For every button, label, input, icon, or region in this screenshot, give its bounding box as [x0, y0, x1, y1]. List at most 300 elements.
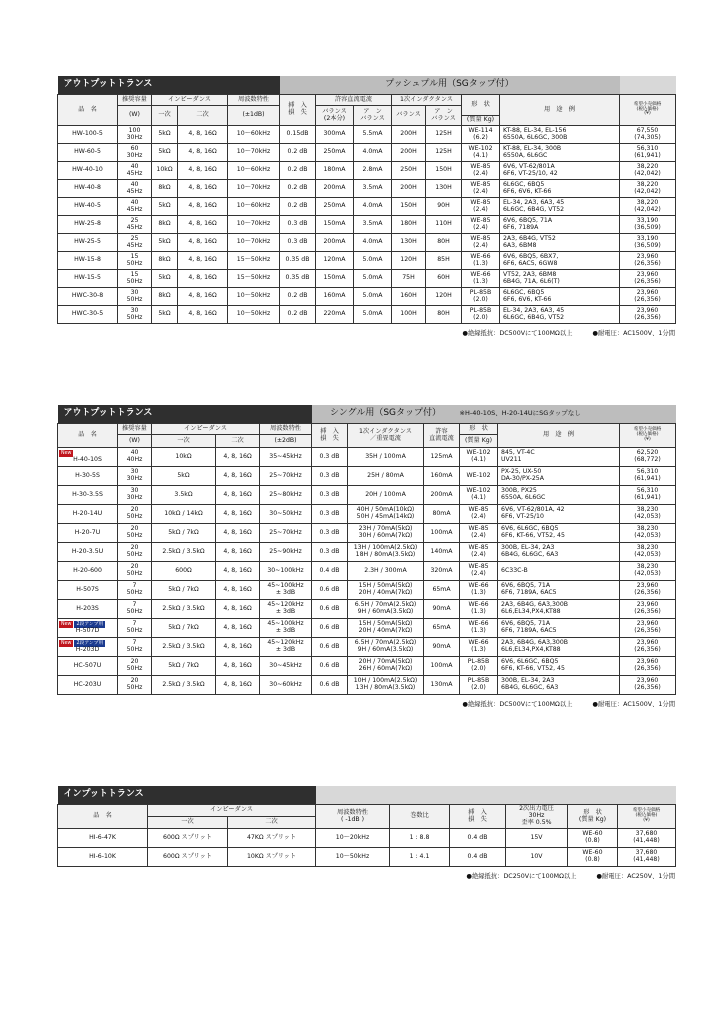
dc-unbalance-cell: 5.0mA	[354, 270, 392, 288]
price-cell: 56,310 (61,941)	[620, 486, 676, 505]
dc-current-cell: 65mA	[424, 581, 460, 600]
col-header-loss: 挿 入 損 失	[450, 805, 506, 829]
inductance-balance-cell: 120H	[392, 252, 426, 270]
primary-impedance-cell: 5kΩ	[152, 144, 178, 162]
secondary-impedance-cell: 4, 8, 16Ω	[216, 619, 260, 638]
col-header-secondary: 二次	[178, 106, 228, 126]
shape-cell: WE-66 (1.3)	[460, 638, 498, 657]
col-header-inductance: 1次インダクタンス ／重畳電流	[348, 424, 424, 448]
frequency-cell: 30~60kHz	[260, 676, 312, 695]
table-row	[58, 448, 676, 467]
primary-impedance-cell: 8kΩ	[152, 216, 178, 234]
insertion-loss-cell: 0.2 dB	[280, 144, 316, 162]
product-name-cell	[58, 581, 118, 600]
usage-cell: KT-88, EL-34, EL-156 6550A, 6L6GC, 300B	[500, 126, 620, 144]
capacity-cell: 7 50Hz	[118, 638, 152, 657]
insertion-loss-cell: 0.35 dB	[280, 252, 316, 270]
usage-cell: 6V6, VT-62/801A 6F6, VT-25/10, 42	[500, 162, 620, 180]
table-row	[58, 581, 676, 600]
col-header-dc-unbalance: ア ン バランス	[354, 106, 392, 126]
section-title: アウトプットトランス	[58, 405, 312, 424]
price-cell: 23,960 (26,356)	[620, 252, 676, 270]
dc-balance-cell: 200mA	[316, 234, 354, 252]
product-name: H-507D	[75, 627, 100, 635]
capacity-cell: 40 45Hz	[118, 162, 152, 180]
usage-cell: 2A3, 6B4G, 6A3,300B 6L6,EL34,PX4,KT88	[498, 600, 620, 619]
shape-cell: PL-85B (2.0)	[462, 288, 500, 306]
primary-impedance-cell: 5kΩ	[152, 306, 178, 324]
note-voltage: ●耐電圧：AC1500V、1分間	[592, 701, 675, 708]
inductance-unbalance-cell: 125H	[426, 144, 462, 162]
table-row	[58, 486, 676, 505]
dc-balance-cell: 200mA	[316, 180, 354, 198]
frequency-cell: 10～60kHz	[228, 198, 280, 216]
frequency-cell: 45~120kHz ± 3dB	[260, 638, 312, 657]
shape-cell: WE-85 (2.4)	[462, 234, 500, 252]
table-row	[58, 638, 676, 657]
dc-current-cell: 140mA	[424, 543, 460, 562]
dc-current-cell: 160mA	[424, 467, 460, 486]
price-cell: 23,960 (26,356)	[620, 288, 676, 306]
table-row	[58, 252, 676, 270]
insertion-loss-cell: 0.6 dB	[312, 676, 348, 695]
capacity-cell: 20 50Hz	[118, 657, 152, 676]
col-header-secondary: 二次	[216, 435, 260, 448]
frequency-cell: 10～60kHz	[228, 126, 280, 144]
product-name: HW-40-5	[58, 198, 118, 216]
inductance-unbalance-cell: 120H	[426, 288, 462, 306]
dc-balance-cell: 160mA	[316, 288, 354, 306]
inductance-unbalance-cell: 80H	[426, 234, 462, 252]
col-header-name: 品 名	[58, 95, 118, 126]
product-name: HW-15-5	[58, 270, 118, 288]
table-row	[58, 306, 676, 324]
shape-cell: WE-102 (4.1)	[460, 448, 498, 467]
product-name: HW-15-8	[58, 252, 118, 270]
inductance-cell: 2.3H / 300mA	[348, 562, 424, 581]
note-voltage: ●耐電圧：AC1500V、1分間	[592, 330, 675, 337]
usage-cell: 6V6, 6BQ5, 71A 6F6, 7189A, 6AC5	[498, 581, 620, 600]
inductance-balance-cell: 75H	[392, 270, 426, 288]
inductance-balance-cell: 180H	[392, 216, 426, 234]
capacity-cell: 20 50Hz	[118, 676, 152, 695]
shape-cell: PL-85B (2.0)	[460, 676, 498, 695]
inductance-cell: 15H / 50mA(5kΩ) 20H / 40mA(7kΩ)	[348, 619, 424, 638]
col-header-loss: 挿 入 損 失	[312, 424, 348, 448]
product-name: HW-100-5	[58, 126, 118, 144]
insertion-loss-cell: 0.2 dB	[280, 198, 316, 216]
secondary-impedance-cell: 4, 8, 16Ω	[178, 126, 228, 144]
col-header-price: 希望小売価格 (税込価格) (¥)	[620, 95, 676, 126]
capacity-cell: 25 45Hz	[118, 234, 152, 252]
capacity-cell: 40 45Hz	[118, 198, 152, 216]
col-header-inductance: 1次インダクタンス	[392, 95, 462, 106]
product-name: HW-40-10	[58, 162, 118, 180]
table-row	[58, 144, 676, 162]
inductance-balance-cell: 200H	[392, 144, 426, 162]
new-badge: New	[61, 622, 72, 628]
capacity-cell: 7 50Hz	[118, 600, 152, 619]
insertion-loss-cell: 0.6 dB	[312, 600, 348, 619]
price-cell: 23,960 (26,356)	[620, 638, 676, 657]
secondary-impedance-cell: 4, 8, 16Ω	[216, 486, 260, 505]
inductance-balance-cell: 200H	[392, 180, 426, 198]
col-header-loss: 挿 入 損 失	[280, 95, 316, 126]
primary-impedance-cell: 5kΩ	[152, 467, 216, 486]
usage-cell: EL-34, 2A3, 6A3, 45 6L6GC, 6B4G, VT52	[500, 306, 620, 324]
secondary-impedance-cell: 4, 8, 16Ω	[216, 600, 260, 619]
shape-cell: WE-85 (2.4)	[462, 180, 500, 198]
product-name: HC-203U	[73, 680, 102, 688]
dc-balance-cell: 220mA	[316, 306, 354, 324]
insertion-loss-cell: 0.2 dB	[280, 162, 316, 180]
price-cell: 33,190 (36,509)	[620, 216, 676, 234]
price-cell: 23,960 (26,356)	[620, 600, 676, 619]
product-name: HW-60-5	[58, 144, 118, 162]
product-name-cell	[58, 657, 118, 676]
dc-current-cell: 200mA	[424, 486, 460, 505]
dc-unbalance-cell: 5.0mA	[354, 306, 392, 324]
frequency-cell: 25~90kHz	[260, 543, 312, 562]
col-header-usage: 用 途 例	[500, 95, 620, 126]
col-header-secondary: 二次	[228, 817, 316, 829]
secondary-impedance-cell: 4, 8, 16Ω	[178, 234, 228, 252]
frequency-cell: 45~100kHz ± 3dB	[260, 619, 312, 638]
primary-impedance-cell: 8kΩ	[152, 288, 178, 306]
primary-impedance-cell: 8kΩ	[152, 180, 178, 198]
frequency-cell: 15～50kHz	[228, 252, 280, 270]
output-voltage-cell: 15V	[506, 829, 568, 848]
col-header-capacity: 推奨容量	[118, 424, 152, 435]
insertion-loss-cell: 0.3 dB	[312, 524, 348, 543]
product-name: H-20-600	[73, 566, 102, 574]
product-name: H-203D	[75, 646, 100, 654]
product-name: H-203S	[76, 604, 99, 612]
shape-cell: WE-85 (2.4)	[462, 216, 500, 234]
insertion-loss-cell: 0.2 dB	[280, 306, 316, 324]
product-name: H-30-5S	[75, 471, 100, 479]
primary-impedance-cell: 600Ω スプリット	[148, 848, 228, 867]
usage-cell: 6L6GC, 6BQ5 6F6, 6V6, KT-66	[500, 288, 620, 306]
shape-cell: WE-85 (2.4)	[460, 505, 498, 524]
dc-current-cell: 65mA	[424, 619, 460, 638]
inductance-unbalance-cell: 60H	[426, 270, 462, 288]
usage-cell: 6V6, 6BQ5, 6BX7, 6F6, 6AC5, 6GW8	[500, 252, 620, 270]
shape-cell: WE-85 (2.4)	[462, 162, 500, 180]
note-insulation: ●絶縁抵抗：DC500Vにて100MΩ以上	[462, 701, 573, 708]
new-badge: New	[61, 641, 72, 647]
price-cell: 23,960 (26,356)	[620, 619, 676, 638]
frequency-cell: 10～50kHz	[228, 306, 280, 324]
usage-cell: 6V6, 6L6GC, 6BQ5 6F6, KT-66, VT52, 45	[498, 524, 620, 543]
col-header-shape: 形 状	[460, 424, 498, 435]
product-name-cell	[58, 543, 118, 562]
shape-cell: PL-85B (2.0)	[462, 306, 500, 324]
inductance-unbalance-cell: 85H	[426, 252, 462, 270]
price-cell: 23,960 (26,356)	[620, 306, 676, 324]
inductance-cell: 25H / 80mA	[348, 467, 424, 486]
input-notes	[57, 871, 675, 880]
single-notes	[57, 699, 675, 708]
two-stage-amp-badge: 2段アンプ用	[76, 641, 104, 647]
note-voltage: ●耐電圧：AC250V、1分間	[596, 873, 675, 880]
dc-balance-cell: 180mA	[316, 162, 354, 180]
dc-unbalance-cell: 2.8mA	[354, 162, 392, 180]
usage-cell: PX-25, UX-50 DA-30/PX-25A	[498, 467, 620, 486]
price-cell: 37,680 (41,448)	[618, 848, 676, 867]
col-header-ratio: 巻数比	[390, 805, 450, 829]
inductance-cell: 15H / 50mA(5kΩ) 20H / 40mA(7kΩ)	[348, 581, 424, 600]
product-name: H-20-14U	[72, 509, 103, 517]
table-row	[58, 676, 676, 695]
primary-impedance-cell: 5kΩ	[152, 198, 178, 216]
capacity-cell: 20 50Hz	[118, 505, 152, 524]
table-row	[58, 234, 676, 252]
capacity-cell: 60 30Hz	[118, 144, 152, 162]
insertion-loss-cell: 0.6 dB	[312, 619, 348, 638]
insertion-loss-cell: 0.3 dB	[312, 467, 348, 486]
dc-current-cell: 80mA	[424, 505, 460, 524]
usage-cell: 2A3, 6B4G, 6A3,300B 6L6,EL34,PX4,KT88	[498, 638, 620, 657]
dc-balance-cell: 120mA	[316, 252, 354, 270]
table-row	[58, 657, 676, 676]
insertion-loss-cell: 0.35 dB	[280, 270, 316, 288]
inductance-balance-cell: 200H	[392, 126, 426, 144]
price-cell: 38,230 (42,053)	[620, 524, 676, 543]
table-row	[58, 848, 676, 867]
product-name-cell	[58, 486, 118, 505]
insertion-loss-cell: 0.3 dB	[312, 486, 348, 505]
col-header-freq: 周波数特性	[228, 95, 280, 106]
table-row	[58, 505, 676, 524]
usage-cell: 6V6, 6BQ5, 71A 6F6, 7189A	[500, 216, 620, 234]
dc-unbalance-cell: 4.0mA	[354, 198, 392, 216]
dc-unbalance-cell: 4.0mA	[354, 234, 392, 252]
dc-current-cell: 90mA	[424, 638, 460, 657]
secondary-impedance-cell: 4, 8, 16Ω	[178, 288, 228, 306]
table-row	[58, 600, 676, 619]
price-cell: 56,310 (61,941)	[620, 144, 676, 162]
usage-cell: 845, VT-4C UV211	[498, 448, 620, 467]
capacity-cell: 25 45Hz	[118, 216, 152, 234]
price-cell: 38,220 (42,042)	[620, 180, 676, 198]
section-subtitle: シングル用（SGタップ付）	[312, 405, 460, 424]
dc-unbalance-cell: 3.5mA	[354, 180, 392, 198]
product-name-cell	[58, 524, 118, 543]
secondary-impedance-cell: 4, 8, 16Ω	[178, 252, 228, 270]
col-header-freq-unit: (±1dB)	[228, 106, 280, 126]
frequency-cell: 10～70kHz	[228, 234, 280, 252]
col-header-dc-balance: バランス (2本分)	[316, 106, 354, 126]
usage-cell: 6V6, VT-62/801A, 42 6F6, VT-25/10	[498, 505, 620, 524]
col-header-dc: 許容 直流電流	[424, 424, 460, 448]
new-badge: New	[61, 451, 72, 457]
insertion-loss-cell: 0.3 dB	[312, 543, 348, 562]
frequency-cell: 45~120kHz ± 3dB	[260, 600, 312, 619]
capacity-cell: 30 50Hz	[118, 306, 152, 324]
col-header-primary: 一次	[148, 817, 228, 829]
usage-cell: 6C33C-B	[498, 562, 620, 581]
frequency-cell: 30~45kHz	[260, 657, 312, 676]
inductance-balance-cell: 150H	[392, 198, 426, 216]
inductance-cell: 10H / 100mA(2.5kΩ) 13H / 80mA(3.5kΩ)	[348, 676, 424, 695]
output-voltage-cell: 10V	[506, 848, 568, 867]
col-header-freq: 周波数特性 ( -1dB )	[316, 805, 390, 829]
primary-impedance-cell: 600Ω	[152, 562, 216, 581]
primary-impedance-cell: 8kΩ	[152, 252, 178, 270]
secondary-impedance-cell: 47KΩ スプリット	[228, 829, 316, 848]
insertion-loss-cell: 0.4 dB	[450, 848, 506, 867]
product-name-cell	[58, 600, 118, 619]
primary-impedance-cell: 2.5kΩ / 3.5kΩ	[152, 676, 216, 695]
primary-impedance-cell: 3.5kΩ	[152, 486, 216, 505]
secondary-impedance-cell: 4, 8, 16Ω	[178, 144, 228, 162]
col-header-freq: 周波数特性	[260, 424, 312, 435]
table-row	[58, 562, 676, 581]
usage-cell: VT52, 2A3, 6BM8 6B4G, 71A, 6L6(T)	[500, 270, 620, 288]
product-name: HW-25-5	[58, 234, 118, 252]
price-cell: 38,230 (42,053)	[620, 505, 676, 524]
col-header-shape-unit: (質量 Kg)	[460, 435, 498, 448]
inductance-cell: 23H / 70mA(5kΩ) 30H / 60mA(7kΩ)	[348, 524, 424, 543]
frequency-cell: 30~100kHz	[260, 562, 312, 581]
col-header-ind-balance: バランス	[392, 106, 426, 126]
dc-balance-cell: 250mA	[316, 198, 354, 216]
primary-impedance-cell: 5kΩ / 7kΩ	[152, 524, 216, 543]
primary-impedance-cell: 5kΩ	[152, 126, 178, 144]
col-header-name: 品 名	[58, 424, 118, 448]
frequency-cell: 45~100kHz ± 3dB	[260, 581, 312, 600]
inductance-cell: 6.5H / 70mA(2.5kΩ) 9H / 60mA(3.5kΩ)	[348, 638, 424, 657]
table-row	[58, 126, 676, 144]
shape-cell: WE-85 (2.4)	[460, 543, 498, 562]
col-header-primary: 一次	[152, 106, 178, 126]
secondary-impedance-cell: 4, 8, 16Ω	[178, 306, 228, 324]
product-name-cell	[58, 505, 118, 524]
dc-unbalance-cell: 5.0mA	[354, 252, 392, 270]
capacity-cell: 15 50Hz	[118, 252, 152, 270]
capacity-cell: 20 50Hz	[118, 562, 152, 581]
frequency-cell: 30~50kHz	[260, 505, 312, 524]
shape-cell: WE-66 (1.3)	[460, 619, 498, 638]
inductance-balance-cell: 250H	[392, 162, 426, 180]
frequency-cell: 10～70kHz	[228, 216, 280, 234]
product-name: HW-40-8	[58, 180, 118, 198]
inductance-balance-cell: 160H	[392, 288, 426, 306]
two-stage-amp-badge: 2段アンプ用	[76, 622, 104, 628]
insertion-loss-cell: 0.3 dB	[280, 216, 316, 234]
product-name: H-30-3.5S	[72, 490, 103, 498]
product-name: HW-25-8	[58, 216, 118, 234]
capacity-cell: 20 50Hz	[118, 524, 152, 543]
capacity-cell: 30 30Hz	[118, 467, 152, 486]
product-name-cell	[58, 619, 118, 638]
price-cell: 23,960 (26,356)	[620, 657, 676, 676]
insertion-loss-cell: 0.15dB	[280, 126, 316, 144]
capacity-cell: 40 45Hz	[118, 180, 152, 198]
secondary-impedance-cell: 4, 8, 16Ω	[178, 270, 228, 288]
inductance-unbalance-cell: 90H	[426, 198, 462, 216]
col-header-usage: 用 途 例	[498, 424, 620, 448]
col-header-shape: 形 状 (質量 Kg)	[568, 805, 618, 829]
secondary-impedance-cell: 4, 8, 16Ω	[178, 162, 228, 180]
frequency-cell: 10～70kHz	[228, 180, 280, 198]
table-row	[58, 216, 676, 234]
capacity-cell: 15 50Hz	[118, 270, 152, 288]
shape-cell: WE-102 (4.1)	[460, 486, 498, 505]
turns-ratio-cell: 1 : 4.1	[390, 848, 450, 867]
primary-impedance-cell: 10kΩ	[152, 162, 178, 180]
table-row	[58, 619, 676, 638]
shape-cell: WE-60 (0.8)	[568, 848, 618, 867]
insertion-loss-cell: 0.3 dB	[312, 448, 348, 467]
dc-current-cell: 130mA	[424, 676, 460, 695]
primary-impedance-cell: 600Ω スプリット	[148, 829, 228, 848]
inductance-cell: 20H / 70mA(5kΩ) 26H / 60mA(7kΩ)	[348, 657, 424, 676]
primary-impedance-cell: 2.5kΩ / 3.5kΩ	[152, 638, 216, 657]
frequency-cell: 35~45kHz	[260, 448, 312, 467]
shape-cell: WE-60 (0.8)	[568, 829, 618, 848]
capacity-cell: 20 50Hz	[118, 543, 152, 562]
inductance-cell: 6.5H / 70mA(2.5kΩ) 9H / 60mA(3.5kΩ)	[348, 600, 424, 619]
col-header-impedance: インピーダンス	[152, 95, 228, 106]
primary-impedance-cell: 5kΩ	[152, 270, 178, 288]
dc-balance-cell: 300mA	[316, 126, 354, 144]
capacity-cell: 30 50Hz	[118, 288, 152, 306]
input-section	[57, 786, 675, 880]
col-header-ind-unbalance: ア ン バランス	[426, 106, 462, 126]
shape-cell: WE-102	[460, 467, 498, 486]
secondary-impedance-cell: 4, 8, 16Ω	[178, 198, 228, 216]
dc-unbalance-cell: 5.5mA	[354, 126, 392, 144]
product-name: H-40-10S	[73, 456, 102, 464]
usage-cell: 6V6, 6BQ5, 71A 6F6, 7189A, 6AC5	[498, 619, 620, 638]
frequency-cell: 10～60kHz	[228, 162, 280, 180]
insertion-loss-cell: 0.6 dB	[312, 657, 348, 676]
dc-current-cell: 100mA	[424, 524, 460, 543]
inductance-unbalance-cell: 110H	[426, 216, 462, 234]
secondary-impedance-cell: 4, 8, 16Ω	[216, 467, 260, 486]
dc-unbalance-cell: 4.0mA	[354, 144, 392, 162]
note-insulation: ●絶縁抵抗：DC250Vにて100MΩ以上	[466, 873, 577, 880]
insertion-loss-cell: 0.3 dB	[312, 505, 348, 524]
dc-balance-cell: 150mA	[316, 216, 354, 234]
insertion-loss-cell: 0.2 dB	[280, 288, 316, 306]
product-name-cell	[58, 467, 118, 486]
table-row	[58, 198, 676, 216]
pushpull-notes	[57, 328, 675, 337]
price-cell: 23,960 (26,356)	[620, 270, 676, 288]
price-cell: 23,960 (26,356)	[620, 676, 676, 695]
usage-cell: 300B, EL-34, 2A3 6B4G, 6L6GC, 6A3	[498, 543, 620, 562]
frequency-cell: 15～50kHz	[228, 270, 280, 288]
dc-current-cell: 90mA	[424, 600, 460, 619]
insertion-loss-cell: 0.4 dB	[450, 829, 506, 848]
inductance-cell: 13H / 100mA(2.5kΩ) 18H / 80mA(3.5kΩ)	[348, 543, 424, 562]
section-subtitle: プッシュプル用（SGタップ付）	[280, 76, 620, 95]
table-row	[58, 180, 676, 198]
price-cell: 37,680 (41,448)	[618, 829, 676, 848]
product-name: HWC-30-8	[58, 288, 118, 306]
usage-cell: 2A3, 6B4G, VT52 6A3, 6BM8	[500, 234, 620, 252]
col-header-impedance: インピーダンス	[148, 805, 316, 817]
primary-impedance-cell: 10kΩ	[152, 448, 216, 467]
insertion-loss-cell: 0.6 dB	[312, 638, 348, 657]
shape-cell: WE-85 (2.4)	[460, 562, 498, 581]
col-header-capacity-unit: (W)	[118, 435, 152, 448]
table-row	[58, 524, 676, 543]
frequency-cell: 25~70kHz	[260, 467, 312, 486]
